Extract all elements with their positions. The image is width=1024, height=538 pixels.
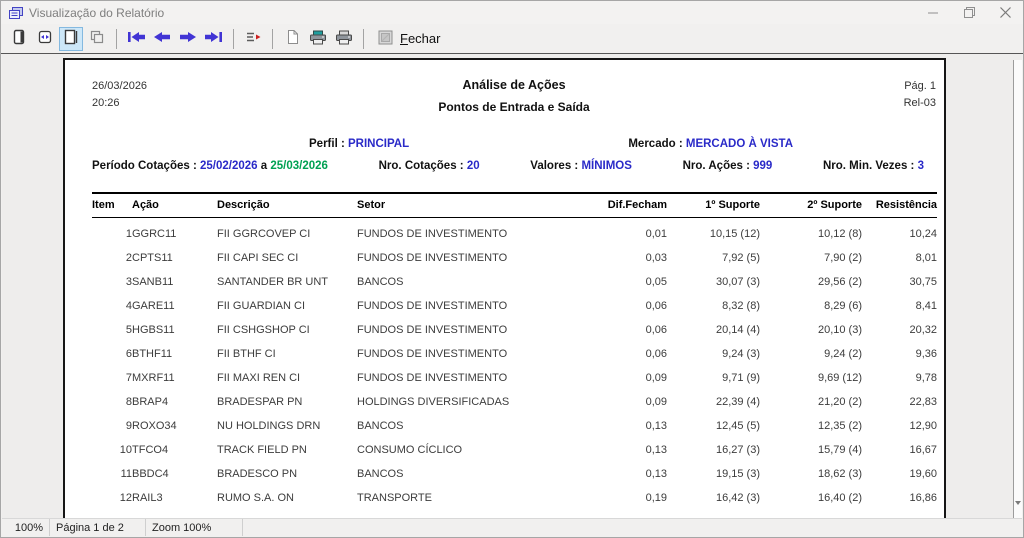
table-row [92,482,937,506]
table-cell: 9,24 (3) [722,348,760,360]
mercado-value: MERCADO À VISTA [685,138,793,150]
table-cell: SANTANDER BR UNT [217,276,329,288]
view-multipage-button[interactable] [85,27,109,51]
table-cell: CONSUMO CÍCLICO [357,444,463,456]
table-cell: 11 [120,468,132,480]
table-cell: 22,39 (4) [715,396,760,408]
table-cell: 30,07 (3) [715,276,760,288]
table-cell: 7,92 (5) [722,252,760,264]
column-header-setor: Setor [357,193,557,218]
vertical-scrollbar[interactable] [1013,60,1022,519]
table-cell: ROXO34 [132,420,177,432]
table-cell: 22,83 [909,396,937,408]
page-setup-button[interactable] [280,27,304,51]
nro-min-vezes-label: Nro. Min. Vezes : [822,160,915,172]
table-cell: 7,90 (2) [824,252,862,264]
table-cell: 0,03 [645,252,667,264]
nro-min-vezes-value: 3 [917,160,924,172]
view-width-button[interactable] [33,27,57,51]
column-header-resistencia: Resistência [862,193,937,218]
table-cell: FUNDOS DE INVESTIMENTO [357,348,508,360]
table-cell: 19,15 (3) [715,468,760,480]
table-cell: 9 [125,420,132,432]
table-cell: CPTS11 [132,252,173,264]
last-page-icon [203,30,225,47]
prev-page-icon [151,30,173,47]
view-fit-button[interactable] [7,27,31,51]
table-cell: GGRC11 [132,228,177,240]
table-cell: RAIL3 [132,492,163,504]
exit-icon [378,30,393,48]
window-title: Visualização do Relatório [29,5,165,20]
table-cell: 12,35 (2) [817,420,862,432]
table-cell: 0,06 [645,300,667,312]
table-cell: 16,67 [909,444,937,456]
valores-field [530,160,632,172]
column-header-acao: Ação [132,193,217,218]
goto-page-button[interactable] [241,27,265,51]
table-row [92,314,937,338]
table-cell: FUNDOS DE INVESTIMENTO [357,228,508,240]
statusbar-percent: 100% [2,519,50,536]
table-header-row [92,193,937,218]
table-cell: 20,10 (3) [817,324,862,336]
table-cell: 8,01 [915,252,937,264]
column-header-dif-fecham: Dif.Fecham [557,193,667,218]
maximize-button[interactable] [951,1,987,24]
table-cell: BANCOS [357,276,404,288]
table-cell: 0,13 [645,444,667,456]
close-report-button[interactable] [374,30,444,48]
toolbar-separator [272,29,273,49]
table-row [92,458,937,482]
report-parameters [92,138,936,172]
titlebar [1,1,1023,24]
page-fit-icon [11,29,27,48]
scrollbar-down-arrow-icon [1015,501,1021,505]
table-cell: SANB11 [132,276,174,288]
table-cell: 30,75 [909,276,937,288]
table-cell: 16,86 [909,492,937,504]
table-cell: 1 [125,228,132,240]
table-cell: 16,40 (2) [817,492,862,504]
table-cell: 0,13 [645,420,667,432]
table-cell: 10,15 (12) [709,228,760,240]
table-row [92,218,937,243]
table-row [92,362,937,386]
column-header-suporte1: 1º Suporte [667,193,760,218]
table-cell: TRACK FIELD PN [217,444,307,456]
table-cell: 0,06 [645,324,667,336]
perfil-label: Perfil : [309,138,345,150]
report-app-icon [9,7,23,19]
table-cell: BANCOS [357,468,404,480]
statusbar [2,518,1022,536]
toolbar-separator [363,29,364,49]
table-cell: 21,20 (2) [817,396,862,408]
page-number-label: Pág. 1 [904,80,936,92]
table-cell: 2 [125,252,132,264]
table-cell: 0,09 [645,396,667,408]
table-cell: 12,90 [909,420,937,432]
table-cell: BTHF11 [132,348,173,360]
toolbar [1,24,1023,54]
table-cell: 7 [125,372,132,384]
page-width-icon [37,29,53,48]
table-cell: 0,01 [645,228,667,240]
table-cell: 0,19 [645,492,667,504]
print-button[interactable] [332,27,356,51]
table-row [92,290,937,314]
table-cell: GARE11 [132,300,175,312]
valores-label: Valores : [530,160,579,172]
page-100-icon [63,29,79,48]
table-cell: 10,12 (8) [817,228,862,240]
table-cell: FII MAXI REN CI [217,372,301,384]
table-cell: NU HOLDINGS DRN [217,420,321,432]
report-code-label: Rel-03 [903,97,936,109]
table-cell: 0,13 [645,468,667,480]
report-table-body [92,218,937,507]
report-date: 26/03/2026 [92,80,148,92]
table-cell: 8,29 (6) [824,300,862,312]
report-page [63,58,946,519]
table-cell: FII CSHGSHOP CI [217,324,310,336]
nro-cotacoes-value: 20 [466,160,480,172]
first-page-icon [125,30,147,47]
table-cell: RUMO S.A. ON [217,492,295,504]
periodo-separator: a [260,160,268,172]
table-cell: HGBS11 [132,324,175,336]
table-cell: 29,56 (2) [817,276,862,288]
blank-page-icon [285,29,300,48]
perfil-field [309,138,409,150]
table-cell: BRADESCO PN [217,468,298,480]
printer-setup-icon [309,30,327,48]
table-cell: 18,62 (3) [817,468,862,480]
last-page-button[interactable] [202,27,226,51]
table-cell: 9,24 (2) [824,348,862,360]
printer-setup-button[interactable] [306,27,330,51]
table-cell: BRADESPAR PN [217,396,303,408]
nro-cotacoes-label: Nro. Cotações : [378,160,464,172]
table-cell: FII CAPI SEC CI [217,252,299,264]
close-window-button[interactable] [987,1,1023,24]
table-cell: TFCO4 [132,444,169,456]
report-header [92,60,936,114]
table-cell: BRAP4 [132,396,169,408]
next-page-button[interactable] [176,27,200,51]
valores-value: MÍNIMOS [581,160,632,172]
column-header-suporte2: 2º Suporte [760,193,862,218]
multi-page-icon [89,29,105,48]
report-table [92,192,937,506]
table-cell: 10 [119,444,132,456]
table-cell: 19,60 [909,468,937,480]
table-cell: 15,79 (4) [817,444,862,456]
table-cell: 20,14 (4) [715,324,760,336]
periodo-field [92,160,328,172]
nro-acoes-field [683,160,773,172]
table-cell: 9,36 [915,348,937,360]
table-cell: TRANSPORTE [357,492,432,504]
table-row [92,242,937,266]
nro-min-vezes-field [823,160,924,172]
table-cell: 4 [125,300,132,312]
report-time: 20:26 [92,97,120,109]
table-cell: FII BTHF CI [217,348,276,360]
table-cell: 12 [119,492,132,504]
mercado-field [628,138,793,150]
table-row [92,434,937,458]
table-cell: 9,69 (12) [817,372,862,384]
table-cell: BBDC4 [132,468,169,480]
report-title: Análise de Ações [462,78,566,92]
minimize-button[interactable] [915,1,951,24]
next-page-icon [177,30,199,47]
table-cell: 3 [125,276,132,288]
table-row [92,266,937,290]
table-cell: FII GUARDIAN CI [217,300,306,312]
page-list-icon [245,30,262,47]
report-subtitle: Pontos de Entrada e Saída [438,100,590,114]
table-cell: 0,05 [645,276,667,288]
toolbar-separator [116,29,117,49]
nro-cotacoes-field [379,160,480,172]
toolbar-separator [233,29,234,49]
table-cell: 9,71 (9) [722,372,760,384]
close-button-label: Fechar [400,31,441,46]
table-cell: 6 [125,348,132,360]
table-cell: 8,32 (8) [722,300,760,312]
statusbar-page-info: Página 1 de 2 [50,519,146,536]
table-cell: HOLDINGS DIVERSIFICADAS [357,396,510,408]
table-cell: 10,24 [909,228,937,240]
table-row [92,386,937,410]
prev-page-button[interactable] [150,27,174,51]
table-cell: 16,42 (3) [715,492,760,504]
table-cell: FUNDOS DE INVESTIMENTO [357,300,508,312]
table-cell: FII GGRCOVEP CI [217,228,311,240]
statusbar-zoom-info: Zoom 100% [146,519,243,536]
column-header-descricao: Descrição [217,193,357,218]
table-cell: 8,41 [915,300,937,312]
column-header-item: Item [92,193,132,218]
table-cell: FUNDOS DE INVESTIMENTO [357,324,508,336]
preview-pane [2,54,1022,519]
nro-acoes-label: Nro. Ações : [682,160,750,172]
table-cell: BANCOS [357,420,404,432]
nro-acoes-value: 999 [753,160,773,172]
periodo-to-value: 25/03/2026 [270,160,328,172]
periodo-from-value: 25/02/2026 [200,160,258,172]
table-cell: 0,09 [645,372,667,384]
perfil-value: PRINCIPAL [348,138,410,150]
table-row [92,410,937,434]
table-cell: FUNDOS DE INVESTIMENTO [357,372,508,384]
view-100-button[interactable] [59,27,83,51]
table-cell: FUNDOS DE INVESTIMENTO [357,252,508,264]
window-controls [915,1,1023,24]
table-cell: 16,27 (3) [715,444,760,456]
table-cell: MXRF11 [132,372,175,384]
table-row [92,338,937,362]
table-cell: 9,78 [915,372,937,384]
table-cell: 12,45 (5) [715,420,760,432]
mercado-label: Mercado : [628,138,683,150]
table-cell: 8 [125,396,132,408]
statusbar-empty-panel [243,519,1022,536]
first-page-button[interactable] [124,27,148,51]
table-cell: 20,32 [909,324,937,336]
table-cell: 0,06 [645,348,667,360]
periodo-label: Período Cotações : [92,160,197,172]
table-cell: 5 [125,324,132,336]
printer-icon [335,30,353,48]
